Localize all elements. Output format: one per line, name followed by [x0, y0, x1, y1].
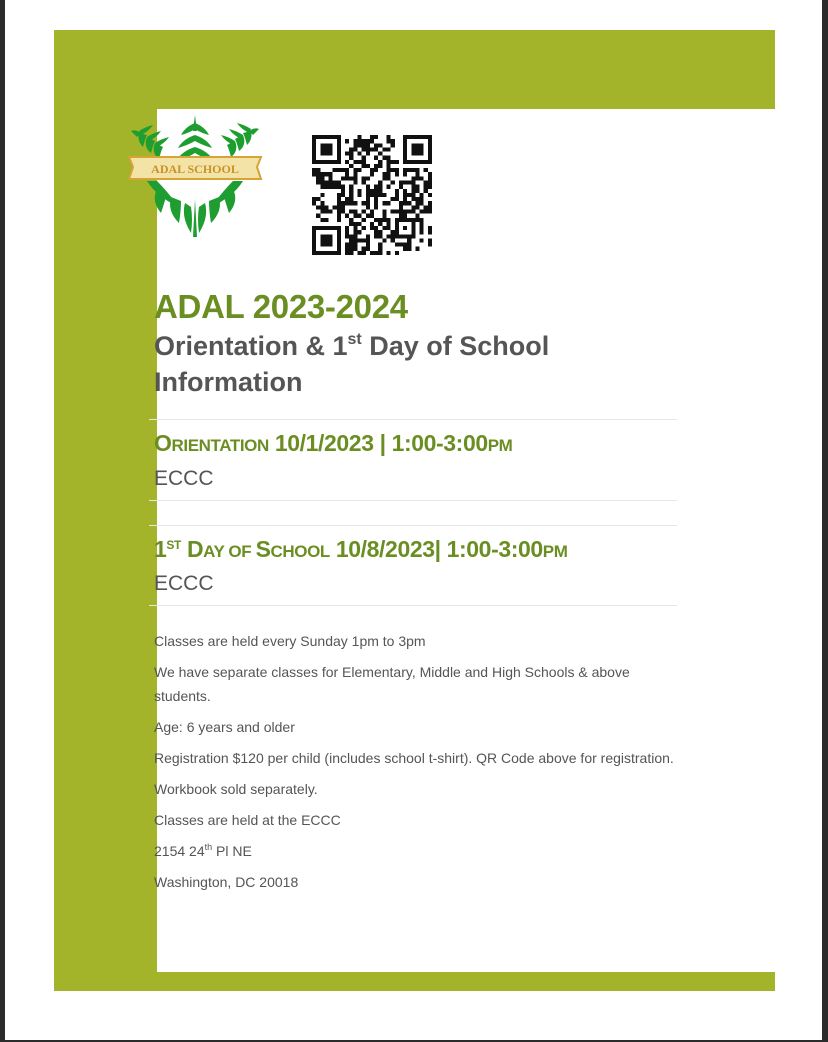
orientation-location: ECCC [154, 467, 214, 490]
divider [149, 419, 677, 420]
workbook-text: Workbook sold separately. [154, 781, 318, 797]
city-text: Washington, DC 20018 [154, 874, 299, 890]
levels-text: We have separate classes for Elementary, Middle and High Schools & above students. [154, 664, 630, 704]
page-title: ADAL 2023-2024 [154, 288, 408, 325]
registration-qr-code[interactable] [312, 135, 432, 255]
schedule-text: Classes are held every Sunday 1pm to 3pm [154, 633, 426, 649]
age-text: Age: 6 years and older [154, 719, 295, 735]
location-text: Classes are held at the ECCC [154, 812, 341, 828]
divider [149, 500, 677, 501]
viewer-left-edge [0, 0, 5, 1042]
page-subtitle: Orientation & 1st Day of School Information [154, 331, 550, 397]
details-list [154, 629, 674, 901]
flyer-content [103, 79, 726, 942]
registration-text: Registration $120 per child (includes school t-shirt). QR Code above for registration. [154, 750, 674, 766]
logo-text: ADAL SCHOOL [151, 162, 239, 176]
first-day-location: ECCC [154, 572, 214, 595]
divider [149, 525, 677, 526]
orientation-heading: ORIENTATION 10/1/2023 | 1:00-3:00PM [154, 430, 513, 456]
first-day-heading: 1ST DAY OF SCHOOL 10/8/2023| 1:00-3:00PM [154, 536, 568, 562]
divider [149, 605, 677, 606]
address-text: 2154 24th Pl NE [154, 842, 252, 859]
viewer-right-edge [822, 0, 828, 1042]
adal-school-logo [127, 111, 263, 239]
